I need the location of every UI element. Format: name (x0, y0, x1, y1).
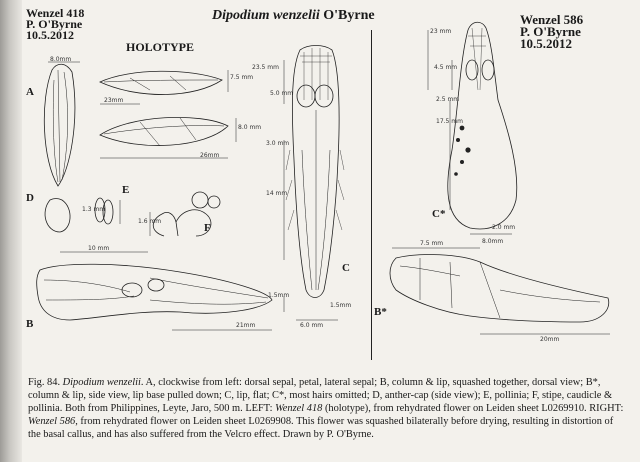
panel-label-b-star: B* (374, 306, 387, 318)
caption-text-b: (holotype), from rehydrated flower on Leiden sheet L0269910. RIGHT: (322, 403, 624, 414)
column-lip-side-drawing (390, 255, 609, 322)
drawer-right: P. O'Byrne (520, 24, 581, 39)
measure-label: 5.0 mm (270, 90, 294, 97)
panel-label-c: C (342, 262, 350, 274)
title-species: Dipodium wenzelii (212, 8, 320, 23)
panel-label-f: F (204, 222, 211, 234)
measure-label: 3.0 mm (266, 140, 290, 147)
panel-label-b: B (26, 318, 34, 330)
measure-label: 21mm (236, 322, 256, 329)
measure-label: 10 mm (88, 245, 110, 252)
title-author: O'Byrne (323, 8, 375, 23)
measure-label: 23mm (104, 97, 124, 104)
measure-label: 2.0 mm (492, 224, 516, 231)
measure-label: 23.5 mm (252, 64, 279, 71)
measure-label: 20mm (540, 336, 560, 343)
collector-left: Wenzel 418 (26, 6, 85, 20)
measure-label: 6.0 mm (300, 322, 324, 329)
measure-label: 8.0mm (482, 238, 504, 245)
measure-label: 14 mm (266, 190, 288, 197)
column-lip-dorsal-drawing (37, 264, 272, 320)
caption-left-specimen: Wenzel 418 (275, 403, 323, 414)
holotype-label: HOLOTYPE (126, 40, 195, 54)
caption-text-c: , from rehydrated flower on Leiden sheet L0269908. This flower was squashed bilaterally before drying, resulting in distortion of the basal callus, and has also suffered from the Velcro effect. Drawn by P. O'Byrne. (28, 416, 614, 440)
measure-label: 17.5 mm (436, 118, 463, 125)
measure-label: 2.5 mm (436, 96, 460, 103)
measure-label: 1.6 mm (138, 218, 162, 225)
lip-flat-right-drawing (448, 22, 517, 229)
caption-species: Dipodium wenzelii (62, 377, 141, 388)
panel-label-c-star: C* (432, 208, 446, 220)
lip-flat-drawing (292, 46, 339, 298)
figure-caption (28, 376, 628, 441)
measure-label: 1.3 mm (82, 206, 106, 213)
measure-label: 1.5mm (268, 292, 290, 299)
stipe-drawing (153, 210, 211, 236)
caption-text-a: . A, clockwise from left: dorsal sepal, petal, lateral sepal; B, column & lip, squashed together, dorsal view; B*, column & lip, side view, lip base pulled down; C, lip, flat; C*, most hairs omitted; D, anther-cap (side view); E, pollinia; F, stipe, caudicle & pollinia. Both from Philippines, Leyte, Jaro, 500 m. LEFT: (28, 377, 613, 414)
panel-label-e: E (122, 184, 130, 196)
panel-label-d: D (26, 192, 34, 204)
date-left: 10.5.2012 (26, 28, 74, 42)
measure-label: 26mm (200, 152, 220, 159)
measure-label: 8.0 mm (238, 124, 262, 131)
caption-fig-num: Fig. 84. (28, 377, 61, 388)
measure-label: 7.5 mm (420, 240, 444, 247)
measure-label: 1.5mm (330, 302, 352, 309)
measure-label: 23 mm (430, 28, 452, 35)
caption-right-specimen: Wenzel 586 (28, 416, 76, 427)
drawer-left: P. O'Byrne (26, 17, 83, 31)
panel-label-a: A (26, 86, 34, 98)
measure-label: 8.0mm (50, 56, 72, 63)
date-right: 10.5.2012 (520, 36, 572, 51)
collector-right: Wenzel 586 (520, 12, 584, 27)
anther-cap-drawing (45, 199, 70, 233)
measure-label: 7.5 mm (230, 74, 254, 81)
caption-text (28, 376, 628, 441)
petal-drawing (100, 71, 222, 94)
measure-label: 4.5 mm (434, 64, 458, 71)
